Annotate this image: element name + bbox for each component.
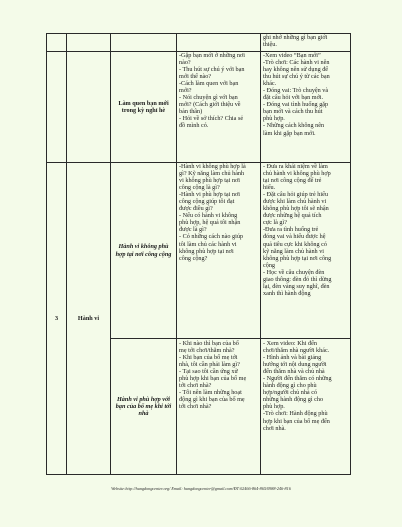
question-line: động gì khi bạn của bố mẹ <box>179 396 245 404</box>
activity-line: - Đóng vai: Trò chuyện và <box>263 87 329 95</box>
section-cell <box>67 52 111 163</box>
activity-line: - Học về câu chuyện đèn <box>263 268 325 276</box>
section-title: Hành vi <box>77 314 100 322</box>
questions-cell <box>177 339 261 475</box>
question-line: - Tôi nên làm những hoạt <box>179 389 242 397</box>
questions-cell <box>177 163 261 339</box>
activity-line: ghi nhớ những gì bạn giới <box>263 34 328 41</box>
activity-line: - Hình ảnh và bài giảng <box>263 354 322 362</box>
activity-line: hay không nên sử dụng để <box>263 66 329 74</box>
row-number: 3 <box>54 314 59 322</box>
activity-line: - Đặt câu hỏi giúp trẻ hiểu <box>263 191 328 199</box>
question-line: mới thế nào? <box>179 73 212 81</box>
activity-line: lại, đèn vàng suy nghĩ, đèn <box>263 282 330 290</box>
question-line: công cộng giúp tôi đạt <box>179 198 235 206</box>
activity-line: thiệu. <box>263 41 277 49</box>
section-cell <box>67 34 111 52</box>
activity-line: -Đưa ra tình huống trẻ <box>263 226 319 234</box>
questions-cell <box>177 52 261 163</box>
activity-line: làm khi gặp bạn mới. <box>263 129 316 137</box>
activity-line: những hành động gì cho <box>263 396 324 404</box>
activity-line: không phù hợp tại nơi công <box>263 254 332 262</box>
activity-line: hướng tới nội dung người <box>263 361 327 369</box>
activity-line: đặt câu hỏi với bạn mới. <box>263 94 324 102</box>
row-number-cell <box>47 163 67 475</box>
question-line: - Có những cách nào giúp <box>179 233 244 241</box>
activity-line: chủ hành vi không phù hợp <box>263 170 331 178</box>
question-line: - Nếu có hành vi không <box>179 212 238 220</box>
activities-cell <box>261 339 351 475</box>
question-line: gì? Kỹ năng làm chủ hành <box>179 170 245 178</box>
table-row <box>47 34 351 52</box>
activity-line: hành động gì cho phù <box>263 382 317 390</box>
activity-line: giao thông: đèn đỏ thì dừng <box>263 275 332 283</box>
footer-contact: Website:http://hungdongcenter.org/ Email: hungdongcenter@gmail.com/ĐT:02466-864-865/0988-246-816 <box>111 486 291 491</box>
activity-line: hợp khi bạn của bố mẹ đến <box>263 417 330 425</box>
question-line: tới chơi nhà? <box>179 403 212 411</box>
activity-line: - Đưa ra khái niệm về làm <box>263 163 328 170</box>
activity-line: quả tiêu cực khi không có <box>263 240 328 248</box>
activities-cell <box>261 34 351 52</box>
activity-line: hợp/người chủ nhà có <box>263 389 318 397</box>
activity-line: -Trò chơi: Các hành vi nên <box>263 59 330 67</box>
activity-line: chơi nhà. <box>263 424 286 432</box>
question-line: nhà, tôi cần phải làm gì? <box>179 361 240 369</box>
question-line: mẹ tới chơi/thăm nhà? <box>179 347 235 355</box>
activity-line: hiểu. <box>263 184 276 192</box>
activity-line: chơi/thăm nhà người khác. <box>263 347 330 355</box>
question-line: - Thu hút sự chú ý với bạn <box>179 66 245 74</box>
topic-cell <box>111 52 177 163</box>
question-line: - Nói chuyện gì với bạn <box>179 94 238 102</box>
activity-line: đóng vai và hiểu được hệ <box>263 233 326 241</box>
activity-line: khác. <box>263 80 277 88</box>
section-cell <box>67 163 111 475</box>
question-line: công cộng? <box>179 254 208 262</box>
activity-line: được khi làm chủ hành vi <box>263 198 327 206</box>
question-line: - Hỏi về sở thích? Chia sẻ <box>179 115 244 123</box>
question-line: công cộng là gì? <box>179 184 220 192</box>
question-line: đồ mình có. <box>179 122 209 130</box>
question-line: được là gì? <box>179 226 207 234</box>
activity-line: cộng <box>263 261 276 269</box>
question-line: - Tại sao tôi cần ứng xử <box>179 368 238 376</box>
activity-line: - Xem video: Khi đến <box>263 340 317 347</box>
question-line: - Khi nào thì bạn của bố <box>179 340 239 347</box>
question-line: phù hợp, hệ quả tôi nhận <box>179 219 241 227</box>
activities-cell <box>261 52 351 163</box>
question-line: -Hành vi phù hợp tại nơi <box>179 191 241 199</box>
activity-line: không phù hợp tôi sẽ nhận <box>263 205 329 213</box>
row-number-cell <box>47 34 67 52</box>
question-line: tôi làm chủ các hành vi <box>179 240 237 248</box>
topic-title: Hành vi phù hợp với bạn của bố mẹ khi tới nhà <box>115 395 172 418</box>
activity-line: cực là gì? <box>263 219 287 227</box>
topic-cell <box>111 339 177 475</box>
questions-cell <box>177 34 261 52</box>
table-row <box>47 163 351 339</box>
activity-line: kỹ năng làm chủ hành vi <box>263 247 325 255</box>
question-line: bản thân) <box>179 108 203 116</box>
question-line: không phù hợp tại nơi <box>179 247 234 255</box>
activity-line: được những hệ quả tích <box>263 212 322 220</box>
table-row <box>47 52 351 163</box>
question-line: mới? <box>179 87 192 95</box>
activity-line: -Xem video “Bạn mới” <box>263 52 321 59</box>
topic-title: Hành vi không phù hợp tại nơi công cộng <box>115 243 172 258</box>
activity-line: - Đóng vai tình huống gặp <box>263 101 329 109</box>
question-line: tới chơi nhà? <box>179 382 212 390</box>
activity-line: phù hợp. <box>263 403 285 411</box>
question-line: -Gặp bạn mới ở những nơi <box>179 52 245 59</box>
curriculum-table <box>46 33 351 475</box>
question-line: mới? (Cách giới thiệu về <box>179 101 241 109</box>
activity-line: -Trò chơi: Hành động phù <box>263 410 328 418</box>
activity-line: - Những cách không nên <box>263 122 325 130</box>
activity-line: phù hợp. <box>263 115 285 123</box>
question-line: -Hành vi không phù hợp là <box>179 163 246 170</box>
activity-line: thu hút sự chú ý từ các bạn <box>263 73 330 81</box>
activity-line: tại nơi công cộng để trẻ <box>263 177 322 185</box>
activity-line: - Người đến thăm có những <box>263 375 332 383</box>
topic-cell <box>111 163 177 339</box>
question-line: - Khi bạn của bố mẹ tới <box>179 354 238 362</box>
activities-cell <box>261 163 351 339</box>
activity-line: xanh thì hành động <box>263 289 311 297</box>
question-line: nào? <box>179 59 191 67</box>
topic-title: Làm quen bạn mới trong kỳ nghỉ hè <box>118 99 169 114</box>
activity-line: bạn mới và cách thu hút <box>263 108 323 116</box>
question-line: -Cách làm quen với bạn <box>179 80 239 88</box>
question-line: phù hợp khi bạn của bố mẹ <box>179 375 247 383</box>
question-line: vi không phù hợp tại nơi <box>179 177 241 185</box>
question-line: được điều gì? <box>179 205 213 213</box>
activity-line: đến thăm nhà và chủ nhà <box>263 368 325 376</box>
row-number-cell <box>47 52 67 163</box>
topic-cell <box>111 34 177 52</box>
